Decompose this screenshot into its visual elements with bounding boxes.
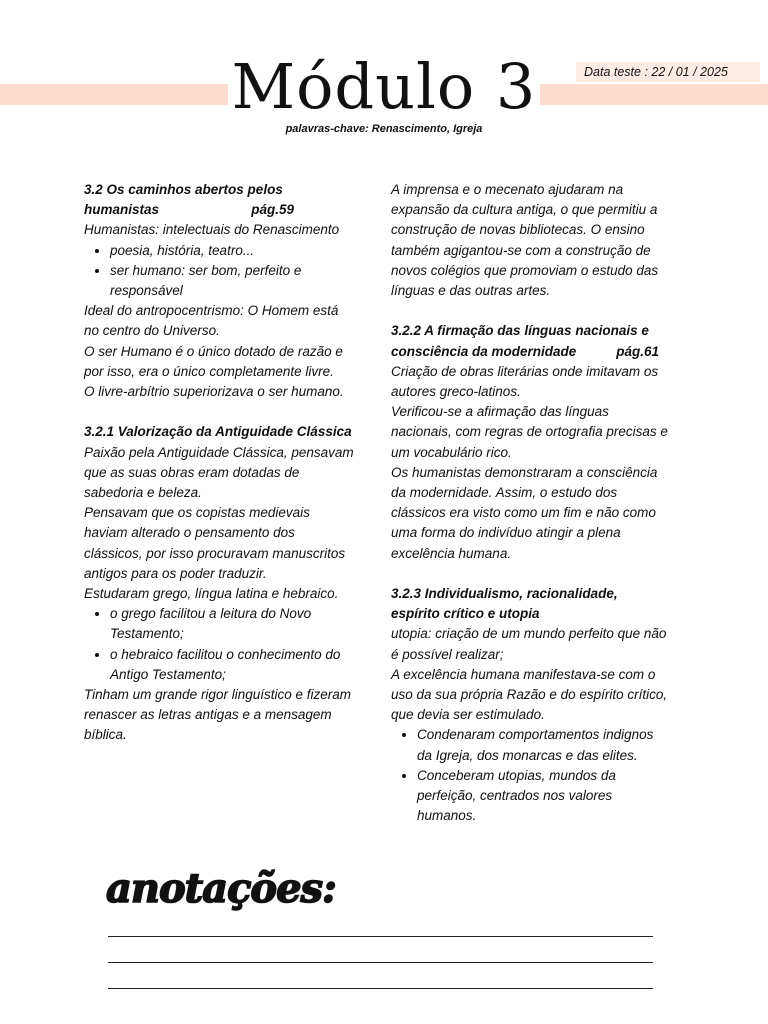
- page-reference: pág.61: [616, 343, 659, 359]
- heading-line: 3.2 Os caminhos abertos pelos: [84, 182, 283, 197]
- list-item: • o grego facilitou a leitura do Novo Testamento;: [110, 604, 356, 644]
- bullet-list: [84, 604, 356, 685]
- paragraph: Criação de obras literárias onde imitavam os autores greco-latinos.: [391, 363, 659, 400]
- notes-label-text: anotações:: [106, 865, 336, 912]
- paragraph: A excelência humana manifestava-se com o uso da sua própria Razão e do espírito crítico, que devia ser estimulado.: [391, 666, 668, 723]
- note-line: [108, 962, 653, 963]
- paragraph: utopia: criação de um mundo perfeito que não é possível realizar;: [391, 626, 667, 662]
- paragraph: Pensavam que os copistas medievais haviam alterado o pensamento dos clássicos, por isso procuravam manuscritos antigos para os poder traduzir.: [84, 505, 346, 581]
- paragraph: O livre-arbítrio superiorizava o ser humano.: [84, 384, 344, 400]
- list-item: • Condenaram comportamentos indignos da Igreja, dos monarcas e das elites.: [417, 725, 669, 765]
- list-item: • ser humano: ser bom, perfeito e responsável: [110, 261, 356, 301]
- note-line: [108, 988, 653, 989]
- paragraph: Verificou-se a afirmação das línguas nacionais, com regras de ortografia precisas e um vocabulário rico.: [391, 404, 668, 460]
- page-reference: pág.59: [251, 202, 294, 218]
- section-heading-3-2-2: [391, 321, 669, 361]
- list-item: • o hebraico facilitou o conhecimento do Antigo Testamento;: [110, 645, 356, 685]
- paragraph: A imprensa e o mecenato ajudaram na expansão da cultura antiga, o que permitiu a construção de novas bibliotecas. O ensino também agigantou-se com a construção de novos colégios que promoviam o estudo das línguas e das outras artes.: [391, 182, 659, 299]
- date-box: Data teste : 22 / 01 / 2025: [576, 62, 760, 82]
- page-title: [0, 48, 768, 126]
- paragraph: Os humanistas demonstraram a consciência da modernidade. Assim, o estudo dos clássicos era visto como um fim e não como uma forma do indivíduo atingir a plena excelência humana.: [391, 464, 658, 561]
- bullet-list: [391, 725, 669, 826]
- section-heading-3-2-3: 3.2.3 Individualismo, racionalidade, espírito crítico e utopia: [391, 586, 618, 622]
- bullet-list: [84, 241, 356, 302]
- heading-line: consciência da modernidade: [391, 343, 577, 359]
- paragraph: Estudaram grego, língua latina e hebraico.: [84, 586, 339, 602]
- notes-label: [104, 858, 424, 928]
- keywords-line: palavras-chave: Renascimento, Igreja: [285, 123, 483, 135]
- right-column: [391, 180, 669, 826]
- heading-line-with-page: [391, 342, 659, 362]
- paragraph: Ideal do antropocentrismo: O Homem está no centro do Universo.: [84, 303, 339, 339]
- heading-line: 3.2.2 A firmação das línguas nacionais e: [391, 323, 649, 339]
- paragraph: Tinham um grande rigor linguístico e fizeram renascer as letras antigas e a mensagem bíblica.: [84, 687, 351, 743]
- list-item: • poesia, história, teatro...: [110, 241, 356, 261]
- paragraph: O ser Humano é o único dotado de razão e por isso, era o único completamente livre.: [84, 343, 343, 379]
- section-heading-3-2: [84, 180, 356, 220]
- note-line: [108, 936, 653, 937]
- paragraph: Paixão pela Antiguidade Clássica, pensavam que as suas obras eram dotadas de sabedoria e beleza.: [84, 444, 354, 501]
- section-heading-3-2-1: 3.2.1 Valorização da Antiguidade Clássica: [84, 424, 352, 440]
- heading-line: humanistas: [84, 202, 160, 218]
- list-item: • Conceberam utopias, mundos da perfeição, centrados nos valores humanos.: [417, 766, 669, 827]
- page-title-text: Módulo 3: [228, 50, 541, 123]
- heading-line-with-page: [84, 200, 294, 220]
- left-column: [84, 180, 356, 746]
- paragraph: Humanistas: intelectuais do Renascimento: [84, 222, 340, 238]
